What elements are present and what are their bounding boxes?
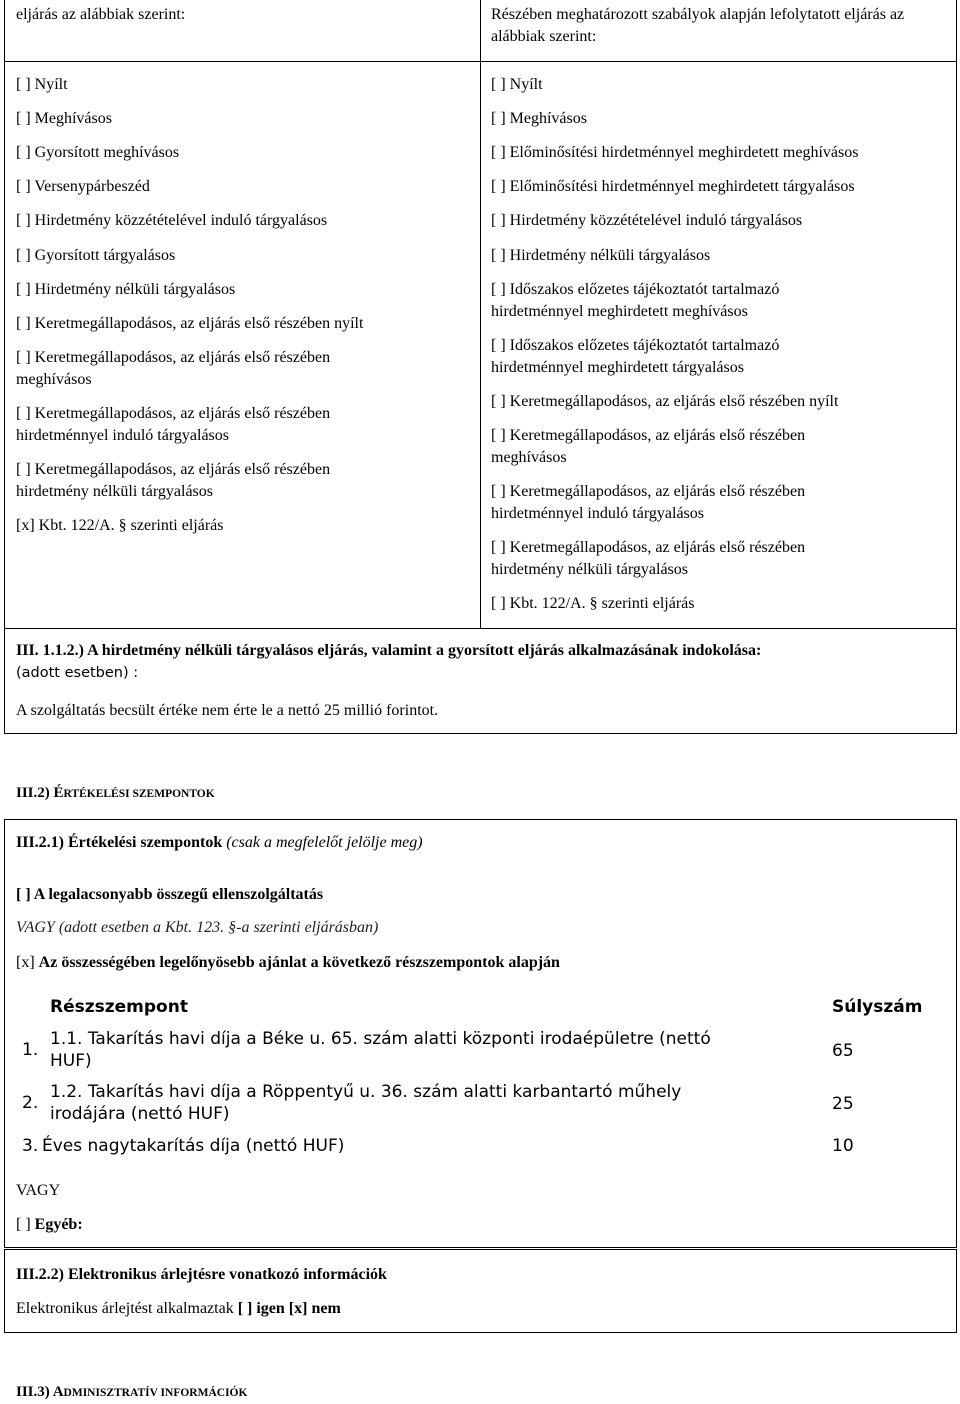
lowest-price-option: [ ] A legalacsonyabb összegű ellenszolgáltatás <box>16 886 324 903</box>
left-option: [x] Kbt. 122/A. § szerinti eljárás <box>16 517 224 534</box>
auction-answer: [ ] igen [x] nem <box>237 1300 341 1317</box>
left-header: eljárás az alábbiak szerint: <box>16 6 186 23</box>
row-weight: 25 <box>832 1094 854 1114</box>
right-option: [ ] Időszakos előzetes tájékoztatót tartalmazó hirdetménnyel meghirdetett tárgyalásos <box>491 337 780 376</box>
section-iii3-first: A <box>52 1384 64 1400</box>
section-iii2-title <box>16 782 215 805</box>
section-iii3-title <box>16 1381 247 1404</box>
left-option: [ ] Keretmegállapodásos, az eljárás első részében hirdetmény nélküli tárgyalásos <box>16 461 331 500</box>
left-option: [ ] Gyorsított meghívásos <box>16 144 180 161</box>
right-option: [ ] Meghívásos <box>491 110 587 127</box>
auction-heading: III.2.2) Elektronikus árlejtésre vonatkozó információk <box>16 1266 387 1283</box>
left-option: [ ] Keretmegállapodásos, az eljárás első részében hirdetménnyel induló tárgyalásos <box>16 405 331 444</box>
left-option: [ ] Hirdetmény közzétételével induló tárgyalásos <box>16 212 328 229</box>
other-prefix: [ ] <box>16 1216 35 1233</box>
left-option: [ ] Nyílt <box>16 76 68 93</box>
justification-text: A szolgáltatás becsült értéke nem érte le a nettó 25 millió forintot. <box>16 702 439 719</box>
vagy-label: VAGY <box>16 1182 61 1199</box>
justification-note: (adott esetben) : <box>16 665 139 681</box>
right-option: [ ] Hirdetmény közzétételével induló tárgyalásos <box>491 212 803 229</box>
left-option: [ ] Keretmegállapodásos, az eljárás első részében nyílt <box>16 315 364 332</box>
row-criterion-line2: HUF) <box>50 1051 92 1071</box>
criteria-heading-bold: III.2.1) Értékelési szempontok <box>16 834 223 851</box>
right-option: [ ] Időszakos előzetes tájékoztatót tartalmazó hirdetménnyel meghirdetett meghívásos <box>491 281 780 320</box>
section-iii2-first: É <box>53 785 64 801</box>
row-number: 2. <box>22 1093 39 1113</box>
row-criterion-line2: irodájára (nettó HUF) <box>50 1104 230 1124</box>
auction-text-prefix: Elektronikus árlejtést alkalmaztak <box>16 1300 238 1317</box>
right-option: [ ] Keretmegállapodásos, az eljárás első részében meghívásos <box>491 427 806 466</box>
best-value-option <box>16 952 560 974</box>
right-option: [ ] Keretmegállapodásos, az eljárás első részében nyílt <box>491 393 839 410</box>
row-number: 3. <box>22 1136 39 1156</box>
criteria-heading-italic: (csak a megfelelőt jelölje meg) <box>222 834 423 851</box>
right-option: [ ] Előminősítési hirdetménnyel meghirdetett meghívásos <box>491 144 859 161</box>
best-value-label: Az összességében legelőnyösebb ajánlat a következő részszempontok alapján <box>38 954 560 971</box>
other-label: Egyéb: <box>34 1216 83 1233</box>
row-weight: 65 <box>832 1041 854 1061</box>
justification-heading: III. 1.1.2.) A hirdetmény nélküli tárgyalásos eljárás, valamint a gyorsított eljárás alkalmazásának indokolása: <box>16 642 762 659</box>
table-header-weight: Súlyszám <box>832 997 923 1017</box>
best-value-prefix: [x] <box>16 954 39 971</box>
right-option: [ ] Nyílt <box>491 76 543 93</box>
right-option: [ ] Kbt. 122/A. § szerinti eljárás <box>491 595 695 612</box>
right-option: [ ] Hirdetmény nélküli tárgyalásos <box>491 247 711 264</box>
section-iii2-rest: RTÉKELÉSI SZEMPONTOK <box>63 788 215 800</box>
left-option: [ ] Keretmegállapodásos, az eljárás első részében meghívásos <box>16 349 331 388</box>
row-criterion-line1: 1.1. Takarítás havi díja a Béke u. 65. szám alatti központi irodaépületre (nettó <box>50 1029 711 1049</box>
auction-content <box>16 1249 946 1333</box>
left-option: [ ] Hirdetmény nélküli tárgyalásos <box>16 281 236 298</box>
table-header-criterion: Részszempont <box>50 997 188 1017</box>
criteria-content <box>16 819 946 1248</box>
section-iii3-num: III.3) <box>16 1384 53 1400</box>
left-option: [ ] Versenypárbeszéd <box>16 178 150 195</box>
criteria-heading <box>16 832 423 854</box>
right-header: Részében meghatározott szabályok alapján lefolytatott eljárás az alábbiak szerint: <box>491 6 905 45</box>
right-option: [ ] Keretmegállapodásos, az eljárás első részében hirdetménnyel induló tárgyalásos <box>491 483 806 522</box>
auction-text <box>16 1298 341 1320</box>
left-option: [ ] Meghívásos <box>16 110 112 127</box>
right-option: [ ] Előminősítési hirdetménnyel meghirdetett tárgyalásos <box>491 178 855 195</box>
row-weight: 10 <box>832 1136 854 1156</box>
section-iii2-num: III.2) <box>16 785 54 801</box>
row-criterion-line1: 1.2. Takarítás havi díja a Röppentyű u. 36. szám alatti karbantartó műhely <box>50 1082 682 1102</box>
column-divider <box>480 0 481 629</box>
section-iii3-rest: DMINISZTRATÍV INFORMÁCIÓK <box>63 1387 248 1399</box>
right-column <box>491 0 951 629</box>
left-option: [ ] Gyorsított tárgyalásos <box>16 247 176 264</box>
left-column <box>16 0 476 629</box>
row-number: 1. <box>22 1040 39 1060</box>
row-criterion-line1: Éves nagytakarítás díja (nettó HUF) <box>42 1136 345 1156</box>
right-option: [ ] Keretmegállapodásos, az eljárás első részében hirdetmény nélküli tárgyalásos <box>491 539 806 578</box>
other-option <box>16 1214 83 1236</box>
or-line: VAGY (adott esetben a Kbt. 123. §-a szerinti eljárásban) <box>16 919 379 936</box>
